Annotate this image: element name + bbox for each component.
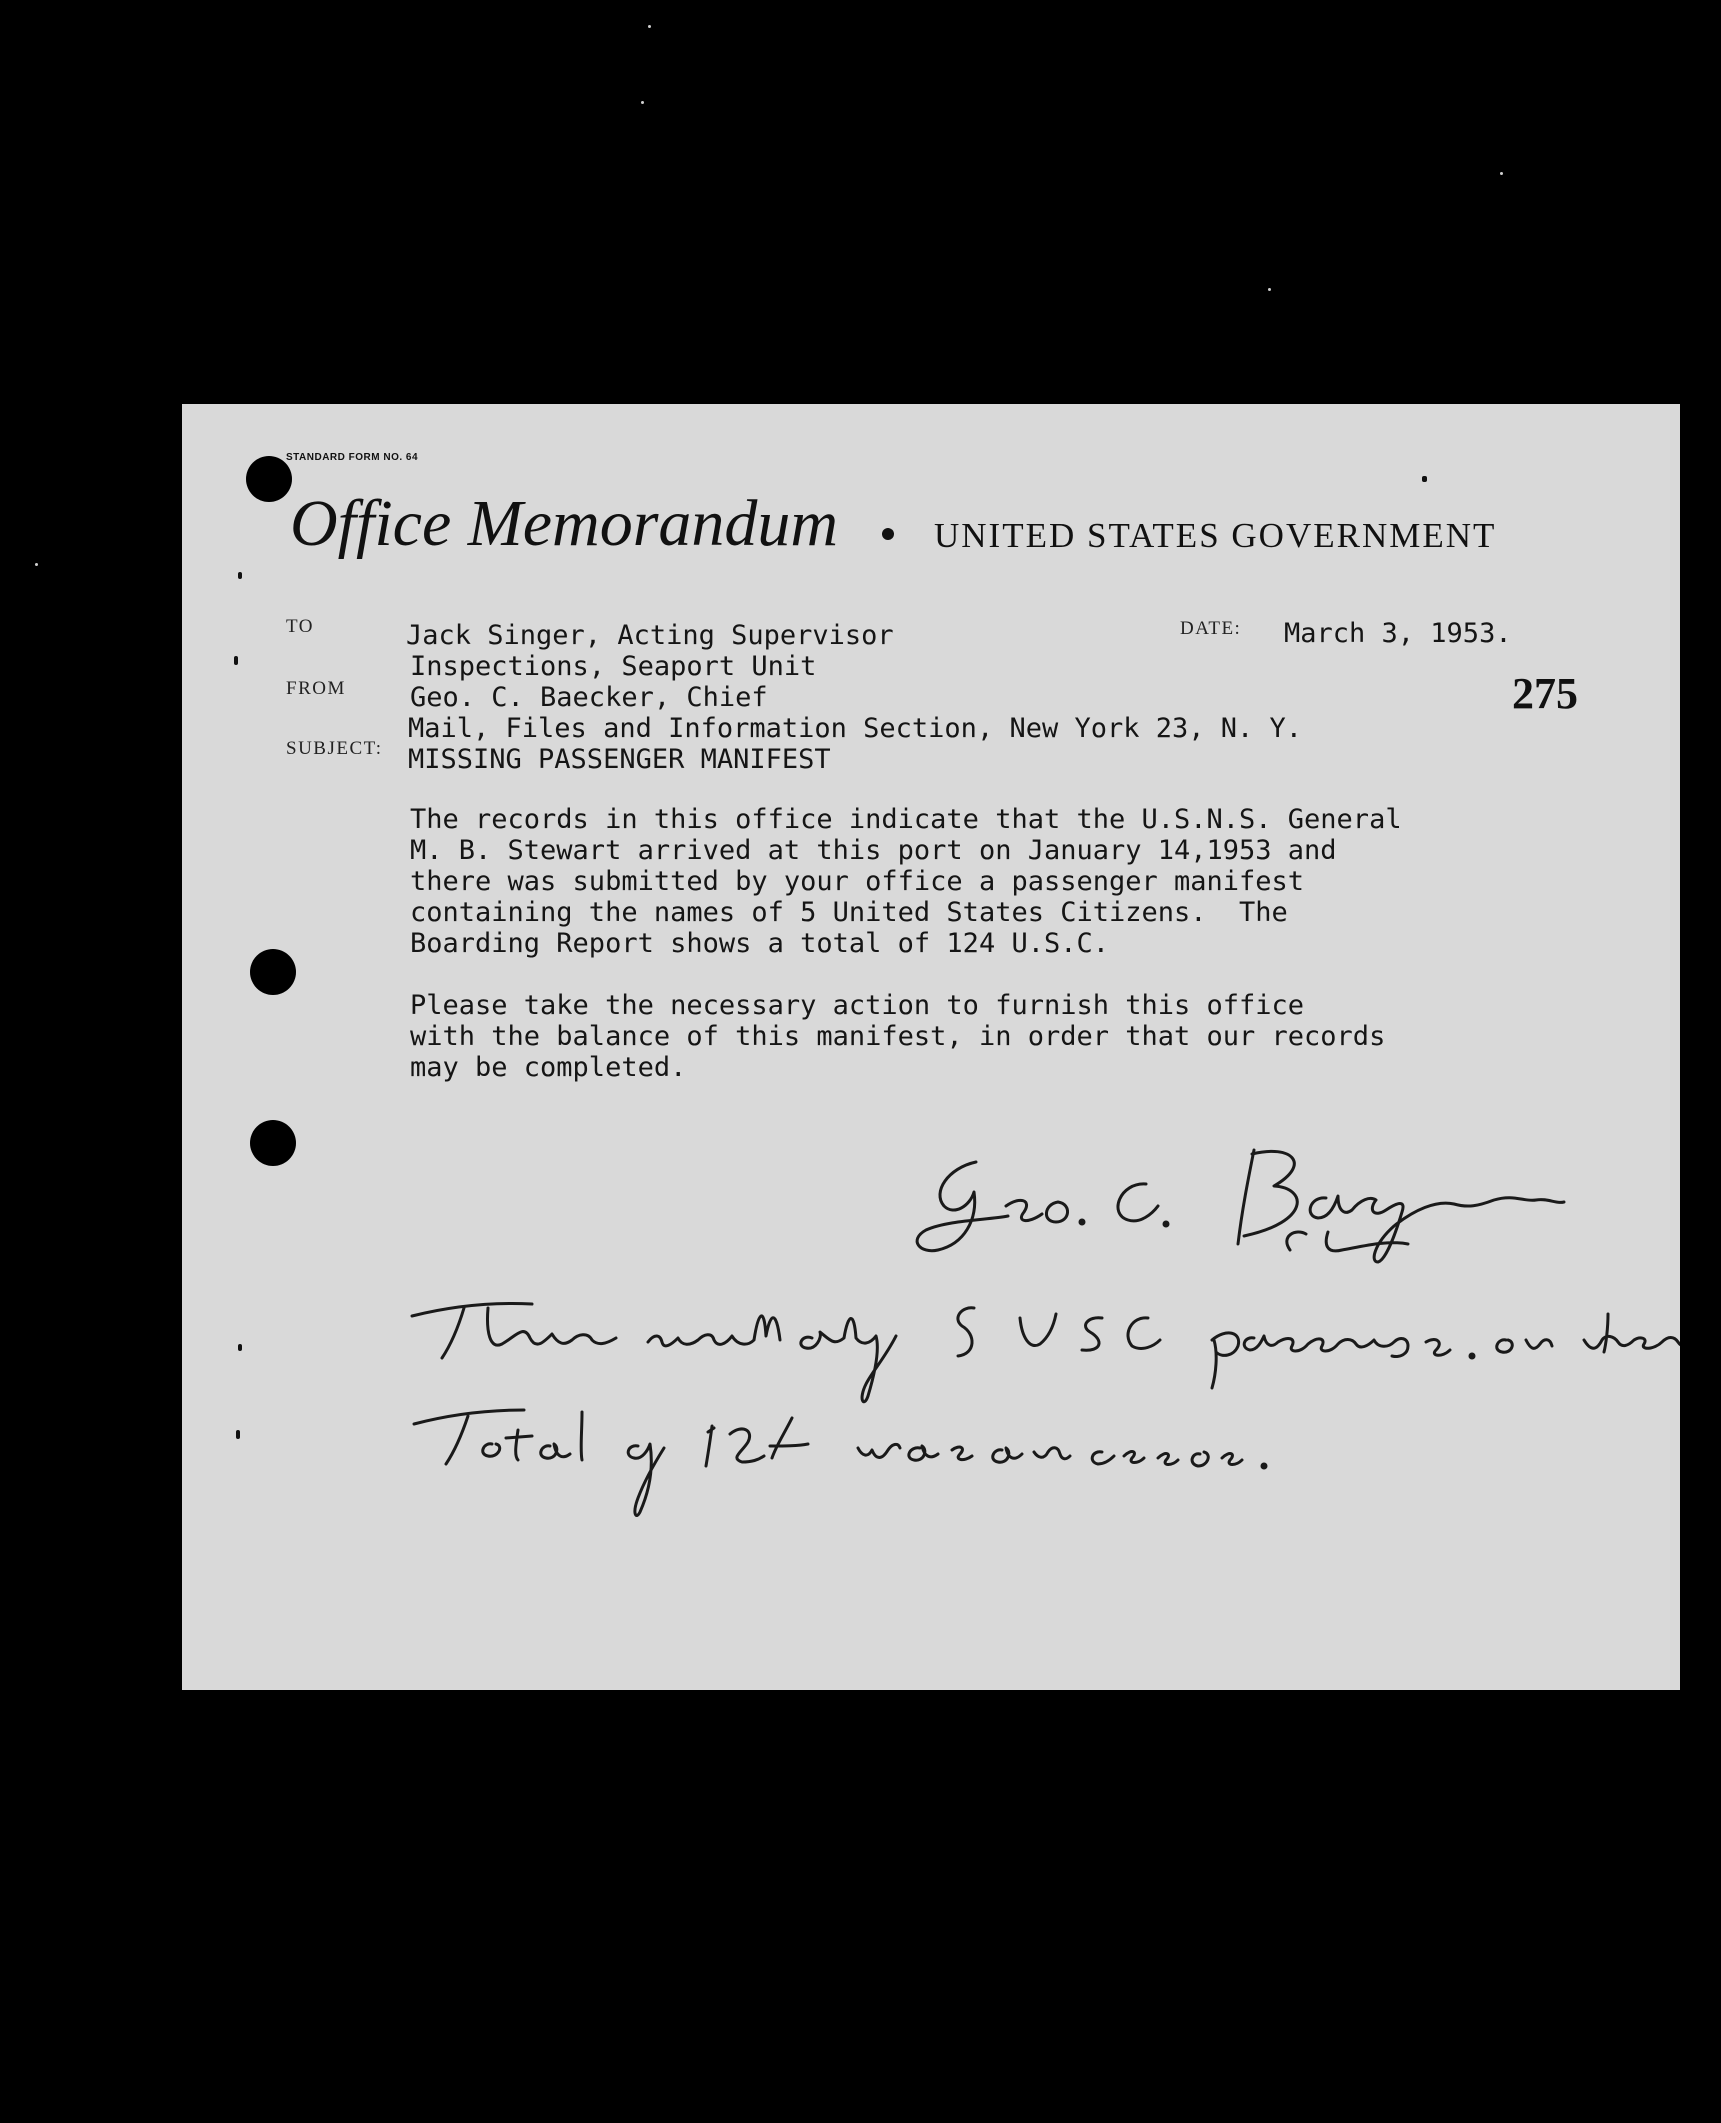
handwritten-signature bbox=[908, 1140, 1588, 1270]
margin-mark bbox=[238, 1344, 242, 1351]
dust-speck bbox=[648, 25, 651, 28]
title-bullet bbox=[882, 528, 894, 540]
margin-mark bbox=[236, 1430, 240, 1439]
dust-speck bbox=[1500, 172, 1503, 175]
body-line: Please take the necessary action to furnish this office bbox=[410, 990, 1305, 1021]
paper-speck bbox=[1422, 476, 1427, 482]
body-line: may be completed. bbox=[410, 1052, 687, 1083]
dust-speck bbox=[641, 101, 644, 104]
subject-label: SUBJECT: bbox=[286, 738, 383, 759]
body-line: containing the names of 5 United States Citizens. The bbox=[410, 897, 1288, 928]
date-label: DATE: bbox=[1180, 618, 1242, 639]
from-name: Geo. C. Baecker, Chief bbox=[410, 682, 768, 713]
document-number: 275 bbox=[1512, 669, 1578, 718]
body-line: Boarding Report shows a total of 124 U.S.C. bbox=[410, 928, 1109, 959]
punch-hole bbox=[250, 1120, 296, 1166]
body-line: M. B. Stewart arrived at this port on January 14,1953 and bbox=[410, 835, 1337, 866]
memo-title: Office Memorandum bbox=[290, 487, 839, 560]
memo-paper bbox=[182, 404, 1680, 1690]
to-label: TO bbox=[286, 616, 314, 637]
dust-speck bbox=[35, 563, 38, 566]
handwritten-note bbox=[392, 1284, 1680, 1524]
punch-hole bbox=[250, 949, 296, 995]
body-line: there was submitted by your office a passenger manifest bbox=[410, 866, 1305, 897]
subject-text: MISSING PASSENGER MANIFEST bbox=[408, 744, 831, 775]
body-line: with the balance of this manifest, in order that our records bbox=[410, 1021, 1386, 1052]
to-name: Jack Singer, Acting Supervisor bbox=[406, 620, 894, 651]
margin-mark bbox=[238, 572, 242, 579]
margin-mark bbox=[234, 656, 238, 665]
form-number: STANDARD FORM NO. 64 bbox=[286, 452, 419, 463]
dust-speck bbox=[1268, 288, 1271, 291]
from-label: FROM bbox=[286, 678, 346, 699]
agency-name: UNITED STATES GOVERNMENT bbox=[934, 516, 1497, 555]
body-line: The records in this office indicate that the U.S.N.S. General bbox=[410, 804, 1402, 835]
from-office: Mail, Files and Information Section, New York 23, N. Y. bbox=[408, 713, 1303, 744]
memo-date: March 3, 1953. bbox=[1284, 618, 1512, 649]
to-office: Inspections, Seaport Unit bbox=[410, 651, 817, 682]
